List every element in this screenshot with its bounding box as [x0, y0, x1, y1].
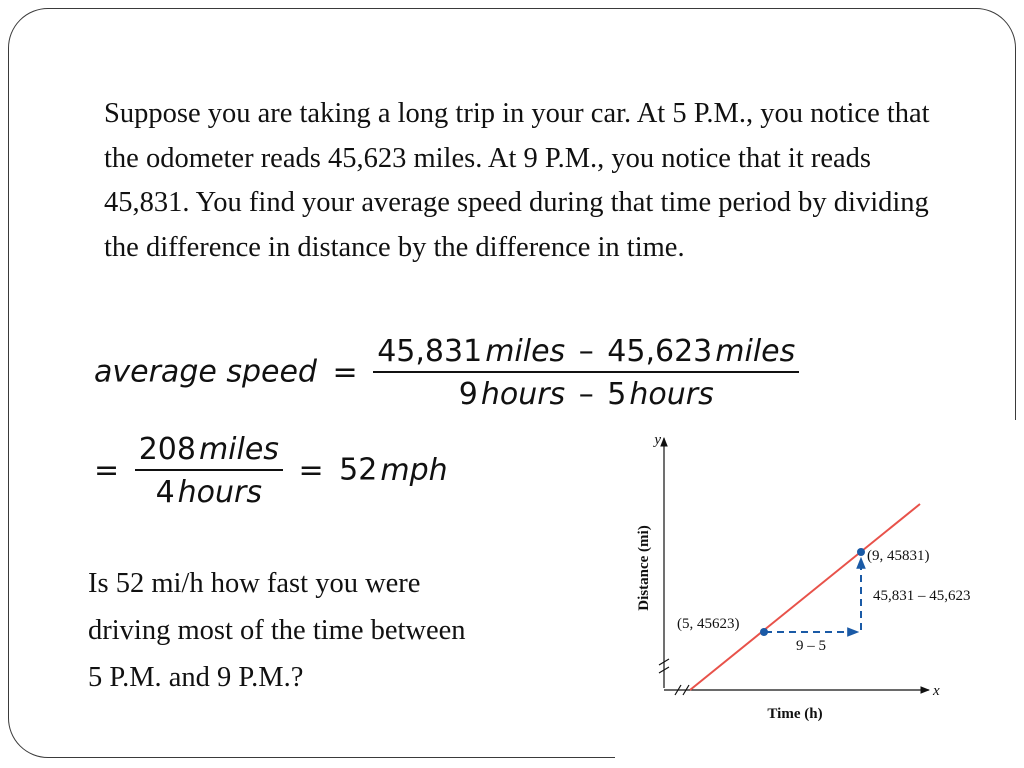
average-speed-equation	[94, 334, 799, 412]
numerator-unit-a: miles	[485, 334, 566, 369]
equation-lhs: average speed	[94, 354, 317, 390]
denominator-unit: hours	[177, 475, 263, 510]
minus-sign: –	[578, 377, 594, 412]
equals-sign: =	[298, 452, 324, 488]
distance-time-graph	[615, 420, 1024, 768]
numerator-value-a: 45,831	[377, 334, 483, 369]
denominator-unit-b: hours	[629, 377, 714, 412]
fraction-denominator	[135, 471, 283, 510]
point-2-label: (9, 45831)	[867, 548, 930, 564]
numerator-value: 208	[138, 432, 196, 467]
rise-label: 45,831 – 45,623	[873, 588, 971, 604]
denominator-unit-a: hours	[480, 377, 566, 412]
point-5-45623	[760, 628, 768, 636]
fraction-numerator	[373, 334, 799, 371]
simplified-equation	[94, 432, 448, 510]
simplified-fraction	[135, 432, 283, 510]
question-text	[88, 560, 588, 701]
numerator-unit-b: miles	[715, 334, 796, 369]
fraction-denominator	[373, 373, 799, 412]
point-1-label: (5, 45623)	[677, 616, 740, 632]
graph-svg	[615, 420, 1024, 768]
denominator-value-a: 9	[458, 377, 478, 412]
equals-sign: =	[332, 354, 358, 390]
result-unit: mph	[380, 452, 448, 488]
denominator-value-b: 5	[607, 377, 627, 412]
fraction-numerator	[135, 432, 283, 469]
speed-fraction	[373, 334, 799, 412]
numerator-value-b: 45,623	[607, 334, 713, 369]
x-axis-label: Time (h)	[767, 706, 823, 722]
numerator-unit: miles	[198, 432, 279, 467]
intro-paragraph: Suppose you are taking a long trip in your car. At 5 P.M., you notice that the odometer reads 45,623 miles. At 9 P.M., you notice that it reads 45,831. You find your average speed during that time period by dividing the difference in distance by the difference in time.	[104, 98, 930, 263]
denominator-value: 4	[155, 475, 175, 510]
equals-sign: =	[94, 452, 120, 488]
point-9-45831	[857, 548, 865, 556]
run-label: 9 – 5	[796, 638, 826, 654]
y-axis-label: Distance (mi)	[636, 525, 652, 611]
y-axis-variable: y	[654, 432, 661, 448]
question-line: driving most of the time between	[88, 615, 466, 646]
question-line: Is 52 mi/h how fast you were	[88, 568, 421, 599]
minus-sign: –	[578, 334, 594, 369]
question-line: 5 P.M. and 9 P.M.?	[88, 662, 304, 693]
result-value: 52	[339, 452, 378, 488]
x-axis-variable: x	[933, 683, 940, 699]
